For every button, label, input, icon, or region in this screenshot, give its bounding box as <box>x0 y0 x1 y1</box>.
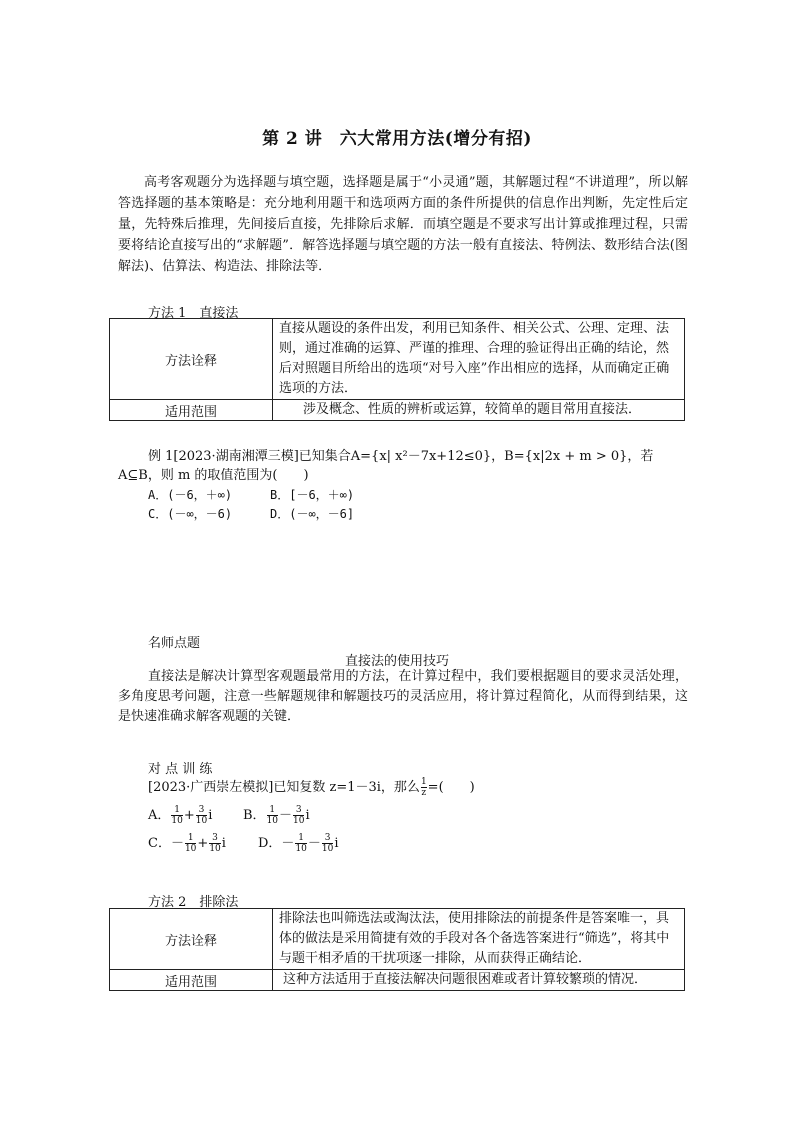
example1-option-c: C．(－∞，－6) <box>148 507 233 521</box>
training-option-d: D．－ $\frac{1}{10}$ － $\frac{3}{10}$ i <box>258 833 339 854</box>
method1-key-scope: 适用范围 <box>110 400 273 421</box>
training-option-c: C．－ $\frac{1}{10}$ + $\frac{3}{10}$ i <box>148 833 226 854</box>
method2-heading: 方法 2 排除法 <box>148 895 239 910</box>
training-question-post: =( ) <box>427 780 475 795</box>
training-question-pre: [2023·广西崇左模拟]已知复数 z=1－3i，那么 <box>148 780 420 795</box>
method2-table <box>109 908 685 991</box>
method1-table <box>109 318 685 421</box>
training-question <box>148 776 475 798</box>
example1-option-b: B．[－6，＋∞) <box>270 488 355 502</box>
example1-option-d: D．(－∞，－6] <box>270 507 355 521</box>
training-option-b: B． $\frac{1}{10}$ － $\frac{3}{10}$ i <box>243 805 310 826</box>
tips-heading: 名师点题 <box>148 636 201 651</box>
intro-text: 高考客观题分为选择题与填空题，选择题是属于“小灵通”题，其解题过程“不讲道理”，所以解答选择题的基本策略是：充分地利用题干和选项两方面的条件所提供的信息作出判断，先定性后定量，先特殊后推理，先间接后直接，先排除后求解．而填空题是不要求写出计算或推理过程，只需要将结论直接写出的“求解题”．解答选择题与填空题的方法一般有直接法、特例法、数形结合法(图解法)、估算法、构造法、排除法等． <box>118 175 688 274</box>
method2-key-scope: 适用范围 <box>110 970 273 991</box>
method1-val-explain: 直接从题设的条件出发，利用已知条件、相关公式、公理、定理、法则，通过准确的运算、严谨的推理、合理的验证得出正确的结论，然后对照题目所给出的选项“对号入座”作出相应的选择，从而确定正确选项的方法． <box>273 319 685 400</box>
method1-heading: 方法 1 直接法 <box>148 306 239 321</box>
example1-question: 例 1[2023·湖南湘潭三模]已知集合A={x| x²－7x+12≤0}，B={x|2x + m > 0}，若A⊆B，则 m 的取值范围为( ) <box>118 449 654 483</box>
tips-body: 直接法是解决计算型客观题最常用的方法，在计算过程中，我们要根据题目的要求灵活处理，多角度思考问题，注意一些解题规律和解题技巧的灵活应用，将计算过程简化，从而得到结果，这是快速准确求解客观题的关键． <box>118 669 688 724</box>
method2-val-scope: 这种方法适用于直接法解决问题很困难或者计算较繁琐的情况． <box>273 970 685 991</box>
method2-val-explain: 排除法也叫筛选法或淘汰法，使用排除法的前提条件是答案唯一，具体的做法是采用简捷有效的手段对各个备选答案进行“筛选”，将其中与题干相矛盾的干扰项逐一排除，从而获得正确结论． <box>273 909 685 970</box>
example1-option-a: A．(－6，＋∞) <box>148 488 233 502</box>
method2-key-explain: 方法诠释 <box>110 909 273 970</box>
page-title: 第 2 讲 六大常用方法(增分有招) <box>262 129 532 149</box>
method1-val-scope: 涉及概念、性质的辨析或运算，较简单的题目常用直接法． <box>273 400 685 421</box>
training-option-a: A． $\frac{1}{10}$ + $\frac{3}{10}$ i <box>148 805 213 826</box>
training-heading: 对 点 训 练 <box>148 762 213 777</box>
fraction-1-over-z: $\frac{1}{z}$ <box>420 777 427 798</box>
tips-subtitle: 直接法的使用技巧 <box>344 654 449 669</box>
intro-paragraph <box>118 172 688 277</box>
method1-key-explain: 方法诠释 <box>110 319 273 400</box>
